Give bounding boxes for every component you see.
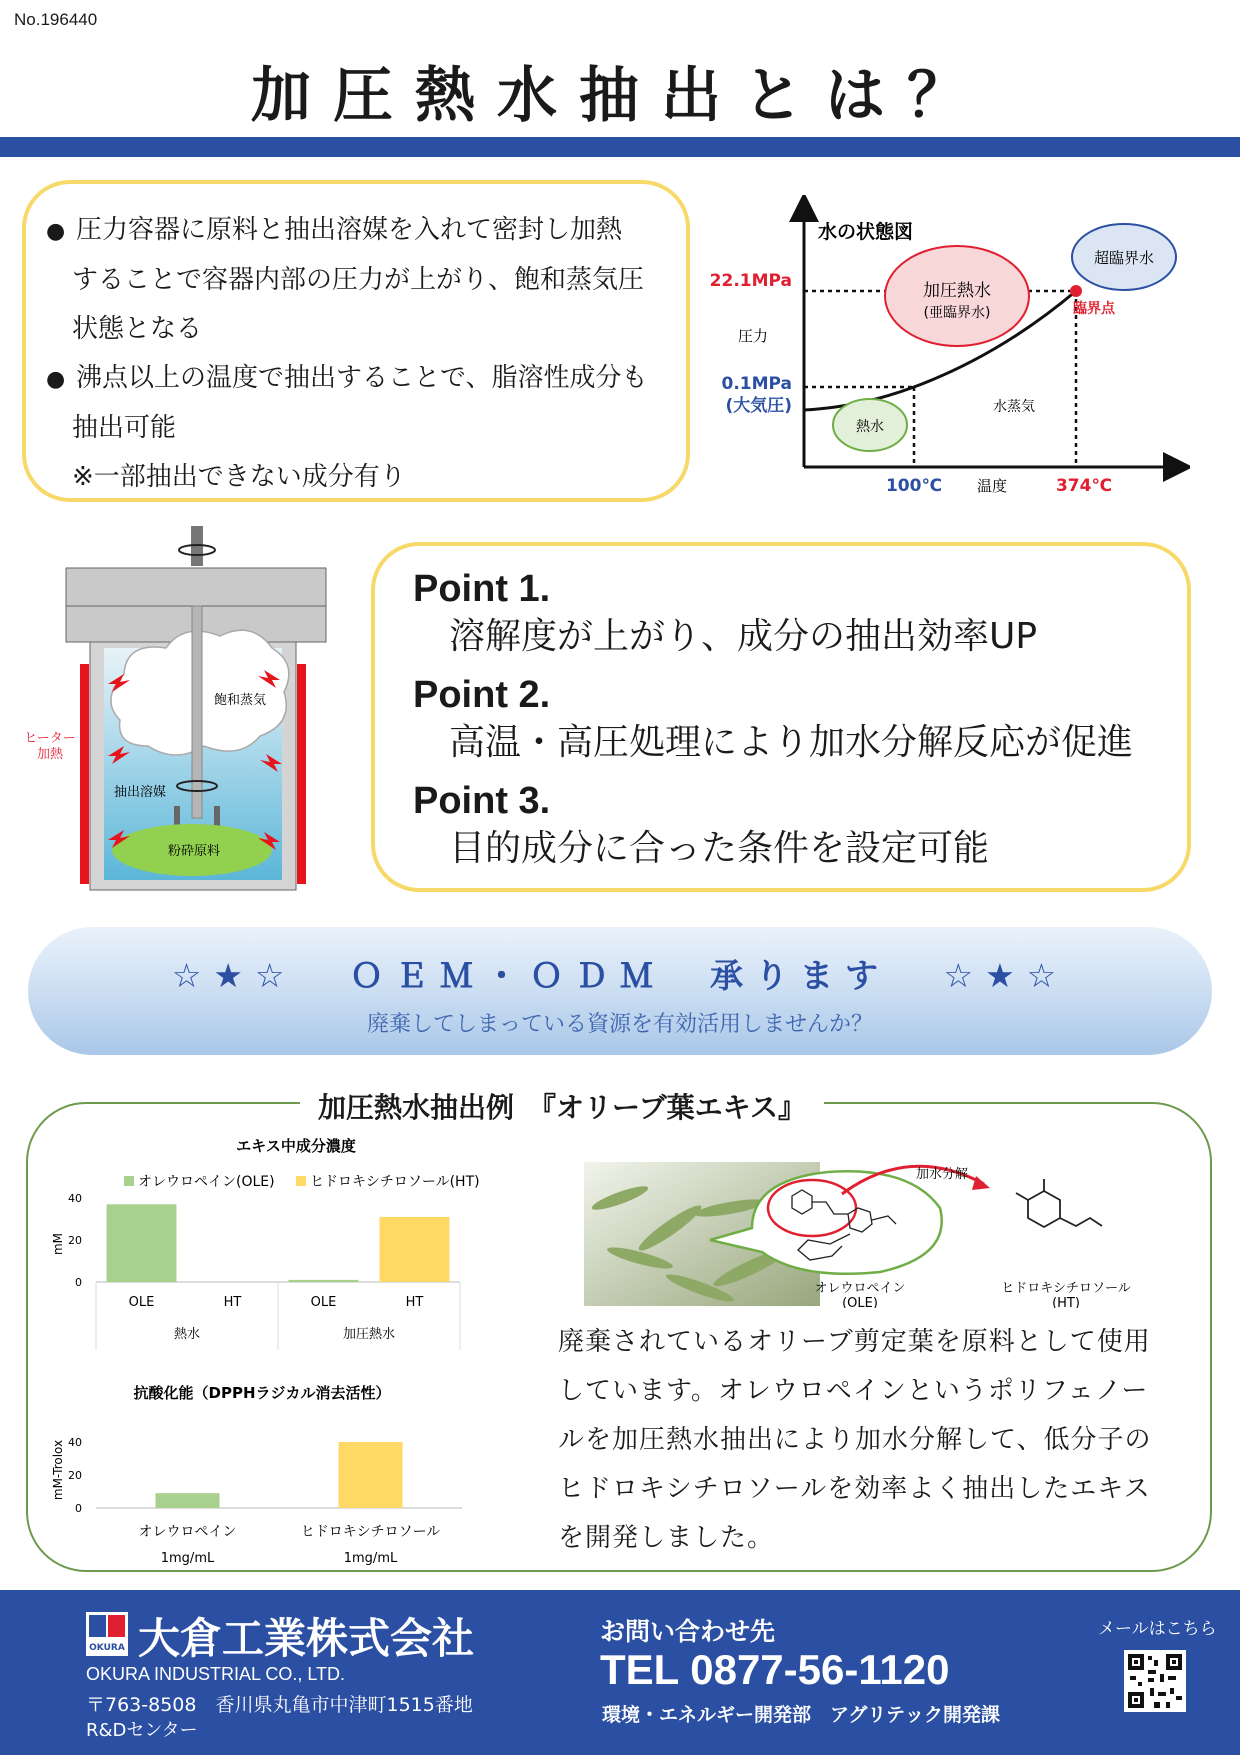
y-tick-label: 20 [68,1234,82,1247]
y-tick-label: 20 [68,1469,82,1482]
oem-title [28,950,1212,997]
hydroxytyrosol-name: ヒドロキシチロソール [1001,1281,1131,1296]
bullet-icon: ● [46,367,66,392]
heater-label: ヒーター [24,731,76,746]
region-label: 熱水 [856,419,884,435]
example-description [558,1318,1198,1563]
oem-subtitle: 廃棄してしまっている資源を有効活用しませんか？ [366,1012,873,1037]
company-name: 大倉工業株式会社 [138,1614,475,1663]
critical-point-marker [1070,285,1082,297]
intro-note: ※一部抽出できない成分有り [72,462,406,492]
description-line: ヒドロキシチロソールを効率よく抽出したエキス [558,1474,1151,1504]
chart-title: エキス中成分濃度 [236,1137,356,1155]
region-label: 水蒸気 [993,399,1035,415]
region-label: (亜臨界水) [923,305,991,321]
x-tick-label: HT [223,1295,242,1310]
y-axis-label: mM [51,1232,65,1256]
contact-departments: 環境・エネルギー開発部 アグリテック開発課 [602,1704,1001,1726]
y-axis-label: mM-Trolox [51,1439,65,1501]
hydroxytyrosol-abbr: (HT) [1052,1296,1080,1308]
x-tick-sublabel: 1mg/mL [160,1551,215,1566]
temperature-tick: 374℃ [1055,476,1113,496]
intro-text: 沸点以上の温度で抽出することで、脂溶性成分も [76,363,648,393]
logo-text: OKURA [89,1643,125,1653]
diagram-title: 水の状態図 [818,221,914,243]
example-title: 加圧熱水抽出例 『オリーブ葉エキス』 [300,1086,824,1126]
x-tick-label: OLE [128,1295,155,1310]
temperature-tick: 100℃ [885,476,943,496]
pressure-tick: 0.1MPa [721,374,792,394]
page-title: 加圧熱水抽出とは？ [251,61,989,131]
point-label: Point 1. [413,568,551,610]
bar [289,1280,359,1282]
company-name-en: OKURA INDUSTRIAL CO., LTD. [86,1664,346,1684]
mail-label: メールはこちら [1098,1619,1217,1639]
points-box [371,542,1191,892]
steam-label: 飽和蒸気 [213,693,267,708]
concentration-chart [48,1130,528,1370]
heater-right [297,664,306,884]
bar [380,1217,450,1282]
y-tick-label: 0 [75,1276,82,1289]
vessel-lid [66,568,326,606]
group-label: 加圧熱水 [342,1327,396,1342]
point-text: 溶解度が上がり、成分の抽出効率UP [449,616,1038,657]
description-line: 廃棄されているオリーブ剪定葉を原料として使用 [558,1327,1151,1357]
intro-text: 圧力容器に原料と抽出溶媒を入れて密封し加熱 [76,215,623,245]
oleuropein-name: オレウロペイン [814,1281,906,1296]
critical-point-label: 臨界点 [1073,301,1115,317]
material-label: 粉砕原料 [167,844,221,859]
reaction-label: 加水分解 [915,1167,969,1182]
point-label: Point 2. [413,674,551,716]
company-logo [86,1612,128,1656]
point-text: 目的成分に合った条件を設定可能 [449,828,990,869]
description-line: を開発しました。 [558,1523,775,1553]
oem-title-text: ＯＥＭ・ＯＤＭ 承ります [350,956,890,995]
point-item [413,672,1187,768]
bar [339,1442,403,1508]
point-text: 高温・高圧処理により加水分解反応が促進 [449,722,1134,763]
point-label: Point 3. [413,780,551,822]
x-axis-label: 温度 [976,477,1008,495]
heater-label: 加熱 [36,747,64,762]
description-line: ルを加圧熱水抽出により加水分解して、低分子の [558,1425,1152,1455]
document-number: No.196440 [14,10,98,29]
bullet-icon: ● [46,219,66,244]
bar [156,1493,220,1508]
y-tick-label: 0 [75,1502,82,1515]
y-tick-label: 40 [68,1192,82,1205]
header-divider [0,137,1240,157]
company-center: R&Dセンター [86,1720,198,1741]
intro-text: することで容器内部の圧力が上がり、飽和蒸気圧 [72,265,645,295]
star-icons: ☆★☆ [171,956,297,995]
legend-item: ヒドロキシチロソール(HT) [310,1174,480,1190]
point-item [413,778,1187,874]
pressure-tick: (大気圧) [725,396,792,416]
x-tick-label: ヒドロキシチロソール [300,1524,441,1540]
contact-label: お問い合わせ先 [600,1617,776,1646]
hydroxytyrosol-structure-icon [1016,1179,1102,1227]
contact-tel[interactable]: TEL 0877-56-1120 [600,1646,950,1693]
y-axis-label: 圧力 [737,327,769,345]
footer [0,1590,1240,1755]
heater-left [80,664,89,884]
region-label: 超臨界水 [1093,249,1155,267]
intro-text: 抽出可能 [72,413,177,443]
region-label: 加圧熱水 [923,281,991,301]
qr-code-icon[interactable] [1124,1650,1186,1712]
star-icons: ☆★☆ [943,956,1069,995]
x-tick-label: OLE [310,1295,337,1310]
x-tick-label: HT [405,1295,424,1310]
bar [107,1204,177,1282]
solvent-label: 抽出溶媒 [113,785,167,800]
x-tick-sublabel: 1mg/mL [343,1551,398,1566]
chart-title: 抗酸化能（DPPHラジカル消去活性） [133,1384,391,1402]
company-address: 〒763-8508 香川県丸亀市中津町1515番地 [86,1694,473,1716]
oleuropein-abbr: (OLE) [842,1296,878,1308]
intro-box [22,180,690,502]
x-tick-label: オレウロペイン [138,1524,237,1540]
group-label: 熱水 [173,1327,201,1342]
pressure-tick: 22.1MPa [709,271,792,291]
description-line: しています。オレウロペインというポリフェノー [558,1376,1149,1406]
antioxidant-chart [48,1378,528,1568]
pressure-vessel-illustration [16,524,336,894]
legend-swatch-ht [296,1176,306,1186]
legend-item: オレウロペイン(OLE) [138,1174,275,1190]
y-tick-label: 40 [68,1436,82,1449]
olive-leaf-illustration [580,1148,1190,1308]
intro-text: 状態となる [72,314,203,344]
phase-diagram [700,195,1190,510]
point-item [413,566,1187,662]
legend-swatch-ole [124,1176,134,1186]
